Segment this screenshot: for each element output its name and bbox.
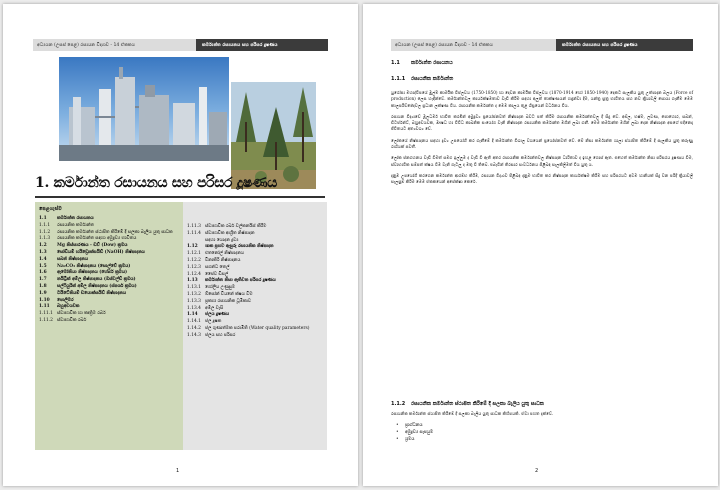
section-heading-1-1	[391, 60, 693, 70]
toc-entry-number: 1.11.1	[39, 311, 53, 317]
section-number: 1.1.2	[391, 401, 406, 407]
section-title: කර්මාන්ත රසායනය	[411, 60, 453, 66]
toc-entry-number: 1.13.1	[187, 285, 201, 291]
toc-entry-number: 1.13	[187, 278, 198, 284]
toc-entry-number: 1.14.2	[187, 325, 201, 331]
toc-entry-title: Na₂CO₃ නිෂ්පාදනය (සොල්වේ ක්‍රමය)	[57, 263, 131, 269]
toc-entry-title: රසායනික කර්මාන්ත සඳහා අමුද්‍රව්‍ය භාවිතය	[57, 236, 137, 242]
toc-entry-number: 1.11.3	[187, 224, 201, 229]
toc-entry	[39, 304, 180, 309]
toc-entry-title: ශාක ප්‍රභව ඇසුරු රසායනික නිෂ්පාදන	[205, 244, 274, 250]
toc-entry	[39, 311, 180, 316]
toc-entry	[187, 244, 324, 249]
toc-entry-title: එතනෝල් නිෂ්පාදනය	[205, 251, 244, 257]
toc-entry	[39, 291, 180, 296]
toc-entry-number: 1.11.4	[187, 230, 201, 236]
toc-entry-title: සබන් නිෂ්පාදනය	[57, 256, 89, 262]
toc-entry-title: ජල දූෂක	[205, 319, 222, 325]
toc-entry-number: 1.7	[39, 277, 47, 283]
running-header	[33, 39, 328, 51]
toc-column-2	[183, 202, 327, 450]
toc-entry-number: 1.1.1	[39, 222, 51, 228]
toc-entry-number: 1.1.2	[39, 229, 51, 235]
toc-entry	[39, 216, 180, 221]
toc-entry-number: 1.13.4	[187, 305, 201, 311]
toc-list-1	[39, 216, 180, 323]
toc-entry-number: 1.14.1	[187, 319, 201, 325]
toc-entry	[39, 236, 180, 241]
toc-entry-title: අම්ල වැසි	[205, 305, 224, 311]
toc-entry-title: ජෛව ඩීසල්	[205, 271, 229, 277]
toc-entry	[187, 306, 324, 311]
section-heading-1-1-2	[391, 401, 693, 443]
toc-entry	[39, 270, 180, 275]
toc-entry-title: බහුඅවයවක	[57, 304, 80, 310]
left-page	[3, 4, 358, 486]
toc-entry-number: 1.12.4	[187, 271, 201, 277]
toc-entry	[39, 298, 180, 303]
section-heading-1-1-1	[391, 76, 693, 86]
paragraph-5: දැනුම උපයෝගී කරගෙන කර්මාන්ත ආරම්භ කිරීම, රසායන විද්‍යාව පිළිබඳ දැනුම භාවිත කර නිෂ්පාදන කාර්යක්ෂම කිරීම සහ පරිසරයට අවම හානියක් සිදු වන පරිදි ක්‍රියාවලි සැලසුම් කිරීම මෙම ඒකකයෙන් අපේක්ෂා කෙරේ.	[391, 172, 693, 185]
paragraph-3: ලෝකයේ නිෂ්පාදනය සඳහා ද්‍රව්‍ය උපයෝගී කර ගැනීමේ දී කර්මාන්ත විශාල වශයෙන් ප්‍රයෝජනවත් වේ. මේ නිසා කර්මාන්ත ශාලා ස්ථාපිත කිරීමේ දී සැලකිය යුතු කරුණු රාශියක් පවතී.	[391, 137, 693, 150]
toc-entry	[39, 264, 180, 269]
toc-entry-title: ස්වාභාවික ආශ්‍රිත නිෂ්පාදන	[205, 230, 255, 236]
toc-entry	[187, 251, 324, 256]
toc-entry-number: 1.13.2	[187, 291, 201, 297]
toc-entry	[187, 333, 324, 338]
toc-entry	[187, 326, 324, 331]
page-number: 1	[176, 468, 180, 474]
toc-entry	[187, 258, 324, 263]
toc-column-1	[35, 202, 183, 450]
toc-entry-title: ප්‍රකාශ රසායනික ධූමිකාව	[205, 298, 252, 304]
section-title: රසායනික කර්මාන්ත ස්ථාපිත කිරීමේ දී සලකා බැලිය යුතු සාධක	[411, 401, 544, 407]
paragraph-6: රසායනික කර්මාන්ත ස්ථාපිත කිරීමේ දී සලකා බැලිය යුතු සාධක කිහිපයකි. ඒවා පහත දැක්වේ.	[391, 411, 554, 416]
header-subject: අධ්‍යයන (උසස් පෙළ) රසායන විද්‍යාව - 14 ඒකකය	[391, 39, 556, 51]
toc-entry	[187, 265, 324, 270]
page-number: 2	[535, 468, 539, 474]
toc-entry	[187, 238, 324, 243]
toc-entry	[187, 299, 324, 304]
toc-entry-number: 1.3	[39, 249, 47, 255]
toc-entry	[39, 230, 180, 235]
toc-entry	[187, 319, 324, 324]
toc-entry-number	[187, 238, 205, 243]
toc-entry-number: 1.6	[39, 270, 47, 276]
toc-entry-number: 1.12.3	[187, 264, 201, 270]
paragraph-4: ලෝක ජනගහනය වැඩි වීමත් සමග ඉල්ලුම ද වැඩි වී ඇති අතර රසායනික කර්මාන්තවල නිෂ්පාදන ධාරිතාව ද ඉහළ ගොස් ඇත. එහෙත් කර්මාන්ත නිසා පරිසරය දූෂණය වීම, ස්වාභාවික සම්පත් ක්ෂය වීම වැනි ගැටලු ද මතු වී තිබේ. එබැවින් තිරසාර සංවර්ධනය පිළිබඳ සැලකිලිමත් විය යුතු ය.	[391, 155, 693, 167]
toc-entry-number: 1.14.3	[187, 332, 201, 338]
chapter-title: 1. කර්මාන්ත රසායනය සහ පරිසර දූෂණය	[35, 175, 278, 191]
bullet-item: • ප්‍රාග්ධනය	[391, 422, 693, 429]
toc-entry-title: ස්වාභාවික රබර් වල්කනයිස් කිරීම	[205, 224, 267, 229]
right-page	[363, 4, 718, 486]
toc-entry-number: 1.11.2	[39, 317, 53, 323]
toc-entry-title: ස්වාභාවික හා කෘත්‍රිම රබර්	[57, 311, 106, 317]
toc-entry-number: 1.2	[39, 243, 47, 249]
toc-entry-title: සෝඩියම් හයිඩ්‍රොක්සයිඩ් (NaOH) නිෂ්පාදනය	[57, 249, 145, 255]
bullet-item: • ශ්‍රමය	[391, 436, 693, 443]
toc-entry-number: 1.4	[39, 256, 47, 262]
toc-entry	[187, 272, 324, 277]
section-number: 1.1	[391, 60, 400, 66]
toc-entry	[187, 231, 324, 236]
toc-entry-title: ජල ගුණාත්මක පරාමිති (Water quality parameters)	[205, 325, 310, 331]
toc-entry	[39, 257, 180, 262]
toc-entry-title: සල්ෆියුරික් අම්ල නිෂ්පාදනය (ස්පර්ශ ක්‍රමය)	[57, 283, 137, 289]
toc-entry-title: රසායනික කර්මාන්ත ස්ථාපිත කිරීමේ දී සලකා බැලිය යුතු සාධක	[57, 229, 173, 235]
toc-entry	[39, 318, 180, 323]
body-text	[391, 90, 693, 191]
toc-entry-title: ගෝලීය උණුසුම	[205, 285, 236, 291]
toc-entry-number: 1.8	[39, 283, 47, 289]
toc-entry	[187, 224, 324, 229]
toc-entry-number: 1.13.3	[187, 298, 201, 304]
toc-entry	[187, 292, 324, 297]
toc-entry-title: කර්මාන්ත නිසා ඇතිවන පරිසර දූෂණය	[205, 278, 276, 284]
toc-entry-number: 1.12.1	[187, 251, 201, 257]
toc-heading: පෙළගැස්ම	[39, 206, 62, 212]
toc-entry-number: 1.1	[39, 216, 47, 221]
toc-entry	[39, 277, 180, 282]
toc-entry-number: 1.12	[187, 244, 198, 250]
bullet-item: • අමුද්‍රව්‍ය සැපයුම	[391, 429, 693, 436]
toc-entry	[39, 250, 180, 255]
toc-entry	[39, 284, 180, 289]
table-of-contents	[35, 202, 327, 450]
paragraph-1: යුරෝපා මහාද්වීපයේ මුල්ම කාර්මික විප්ලවය (1750-1850) හා දෙවන කාර්මික විප්ලවය (1870-1914 හෝ 1850-1940) දෙකට සැලකිය යුතු උත්පාදන බලය (Force of production) ලෙස හැඳින්වේ. කර්මාන්තවල කාර්යක්ෂමතාව වැඩි කිරීම සඳහා අලුත් තාක්ෂණයන් හඳුන්වා දීම, යන්ත්‍ර සූත්‍ර භාවිතය සහ නව ක්‍රියාවලි සොයා ගැනීම මෙම කාලපරිච්ඡේදවල ප්‍රධාන ලක්ෂණ විය. රසායනික කර්මාන්ත ද මෙම කාලය තුළ ශීඝ්‍රයෙන් වර්ධනය විය.	[391, 90, 693, 108]
header-chapter: කර්මාන්ත රසායනය සහ පරිසර දූෂණය	[556, 39, 693, 51]
toc-entry	[39, 223, 180, 228]
toc-entry-title: ස්වාභාවික රබර්	[57, 317, 87, 323]
bullet-list	[391, 422, 693, 443]
toc-list-2	[187, 224, 324, 338]
running-header	[391, 39, 693, 51]
toc-entry-title: සඳහා යොදන ද්‍රව්‍ය	[205, 237, 239, 243]
section-number: 1.1.1	[391, 76, 406, 82]
toc-entry-title: රසායනික කර්මාන්ත	[57, 222, 94, 228]
toc-entry-title: ජලය දූෂණය	[205, 312, 230, 318]
toc-entry	[187, 312, 324, 317]
toc-entry-number: 1.1.3	[39, 236, 51, 242]
toc-entry-number: 1.5	[39, 263, 47, 269]
toc-entry-number: 1.11	[39, 304, 50, 310]
toc-entry-title: Mg නිස්සාරණය - ඩව් (Dow) ක්‍රමය	[57, 243, 128, 249]
toc-entry-number: 1.14	[187, 312, 198, 318]
section-title: රසායනික කර්මාන්ත	[411, 76, 454, 82]
factory-photo	[59, 57, 229, 161]
toc-entry-number: 1.10	[39, 297, 50, 303]
toc-entry-number: 1.12.2	[187, 257, 201, 263]
toc-entry	[187, 278, 324, 283]
toc-entry-title: ජලය සහ පරිසර	[205, 332, 236, 338]
forest-photo	[231, 82, 316, 189]
toc-entry-title: ඇමෝනියා නිෂ්පාදනය (හේබර් ක්‍රමය)	[57, 270, 128, 276]
header-subject: අධ්‍යයන (උසස් පෙළ) රසායන විද්‍යාව - 14 ඒකකය	[33, 39, 196, 51]
title-rule	[35, 196, 325, 198]
toc-entry-number: 1.9	[39, 290, 47, 296]
toc-entry-title: නයිට්‍රික් අම්ල නිෂ්පාදනය (ඔස්වල්ඩ් ක්‍රමය)	[57, 277, 136, 283]
toc-entry-title: විනාකිරි නිෂ්පාදනය	[205, 257, 241, 263]
toc-entry	[39, 243, 180, 248]
paragraph-2: රසායන විද්‍යාවේ මූලධර්ම භාවිත කරමින් අමුද්‍රව්‍ය ප්‍රයෝජනවත් නිෂ්පාදන බවට පත් කිරීම රසායනික කර්මාන්තවල දී සිදු වේ. අම්ල, භෂ්ම, ලවණ, පොහොර, සබන්, ඩිටර්ජන්ට්, බහුඅවයවක, ඖෂධ හා විවිධ කාබනික සංයෝග වැනි නිෂ්පාදන රසායනික කර්මාන්ත මගින් ලබා ගනී. මෙම කර්මාන්ත මගින් ලබා දෙන නිෂ්පාදන අපගේ එදිනෙදා ජීවිතයට අත්‍යවශ්‍ය වේ.	[391, 113, 693, 132]
toc-entry	[187, 285, 324, 290]
toc-entry-title: ටයිටේනියම් ඩයොක්සයිඩ් නිෂ්පාදනය	[57, 290, 127, 296]
toc-entry-title: කර්මාන්ත රසායනය	[57, 216, 94, 221]
toc-entry-title: පොලිමර	[57, 297, 74, 303]
toc-entry-title: සගන්ධ තෙල්	[205, 264, 230, 270]
toc-entry-title: ඕසෝන් වියනේ ක්ෂය වීම	[205, 291, 253, 297]
header-chapter: කර්මාන්ත රසායනය සහ පරිසර දූෂණය	[196, 39, 328, 51]
